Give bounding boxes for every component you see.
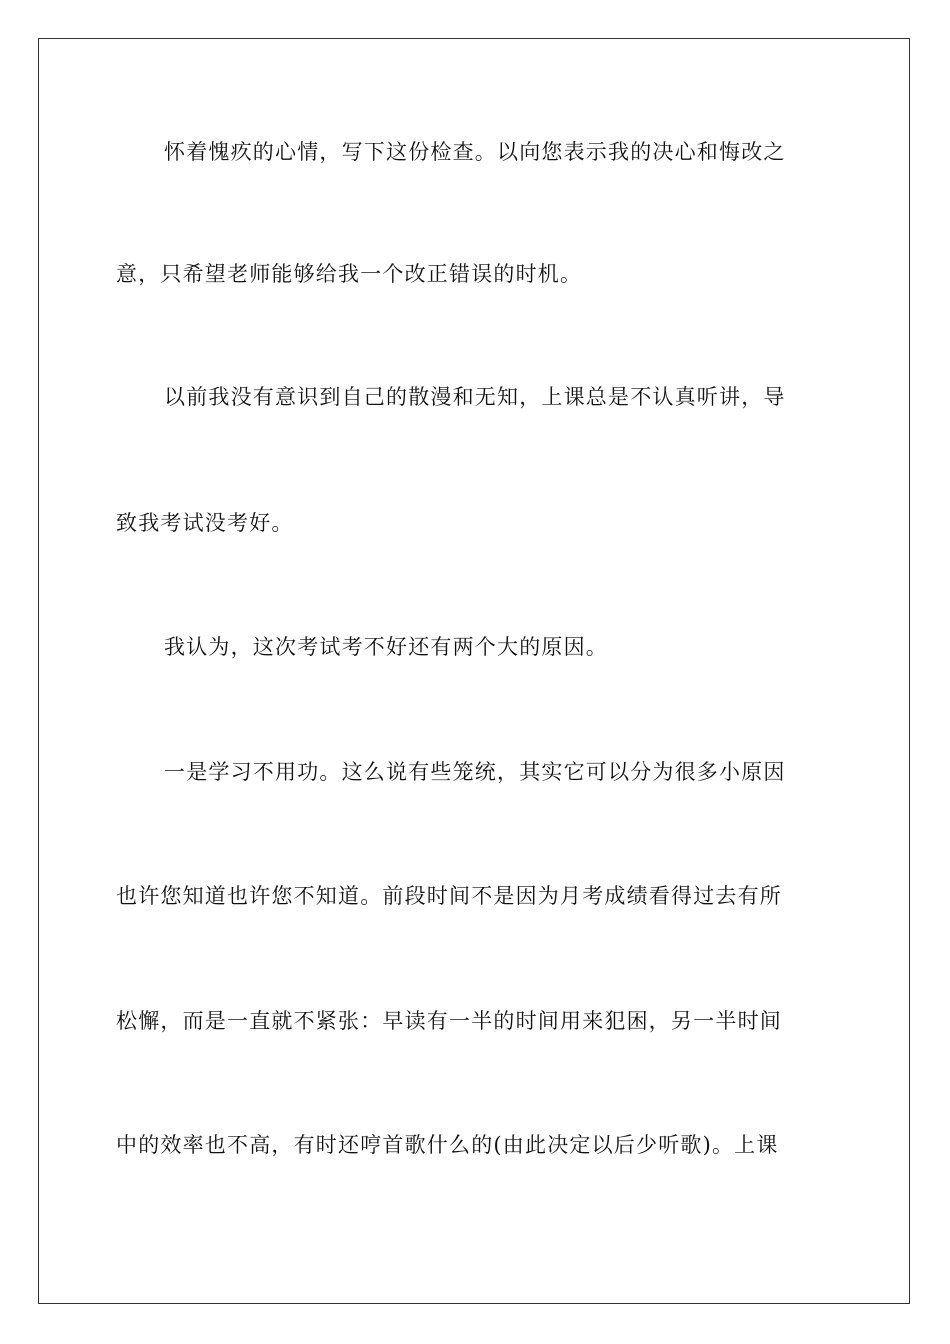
text-line-7: 也许您知道也许您不知道。前段时间不是因为月考成绩看得过去有所 bbox=[116, 884, 782, 908]
text-line-3: 以前我没有意识到自己的散漫和无知，上课总是不认真听讲，导 bbox=[164, 385, 786, 409]
text-line-4: 致我考试没考好。 bbox=[116, 511, 294, 535]
text-line-6: 一是学习不用功。这么说有些笼统，其实它可以分为很多小原因 bbox=[164, 760, 786, 784]
text-line-1: 怀着愧疚的心情，写下这份检查。以向您表示我的决心和悔改之 bbox=[164, 140, 786, 164]
text-line-2: 意，只希望老师能够给我一个改正错误的时机。 bbox=[116, 262, 583, 286]
text-line-5: 我认为，这次考试考不好还有两个大的原因。 bbox=[164, 635, 608, 659]
text-line-9: 中的效率也不高，有时还哼首歌什么的(由此决定以后少听歌)。上课 bbox=[116, 1133, 779, 1157]
text-line-8: 松懈，而是一直就不紧张：早读有一半的时间用来犯困，另一半时间 bbox=[116, 1009, 782, 1033]
page-border bbox=[38, 38, 910, 1304]
